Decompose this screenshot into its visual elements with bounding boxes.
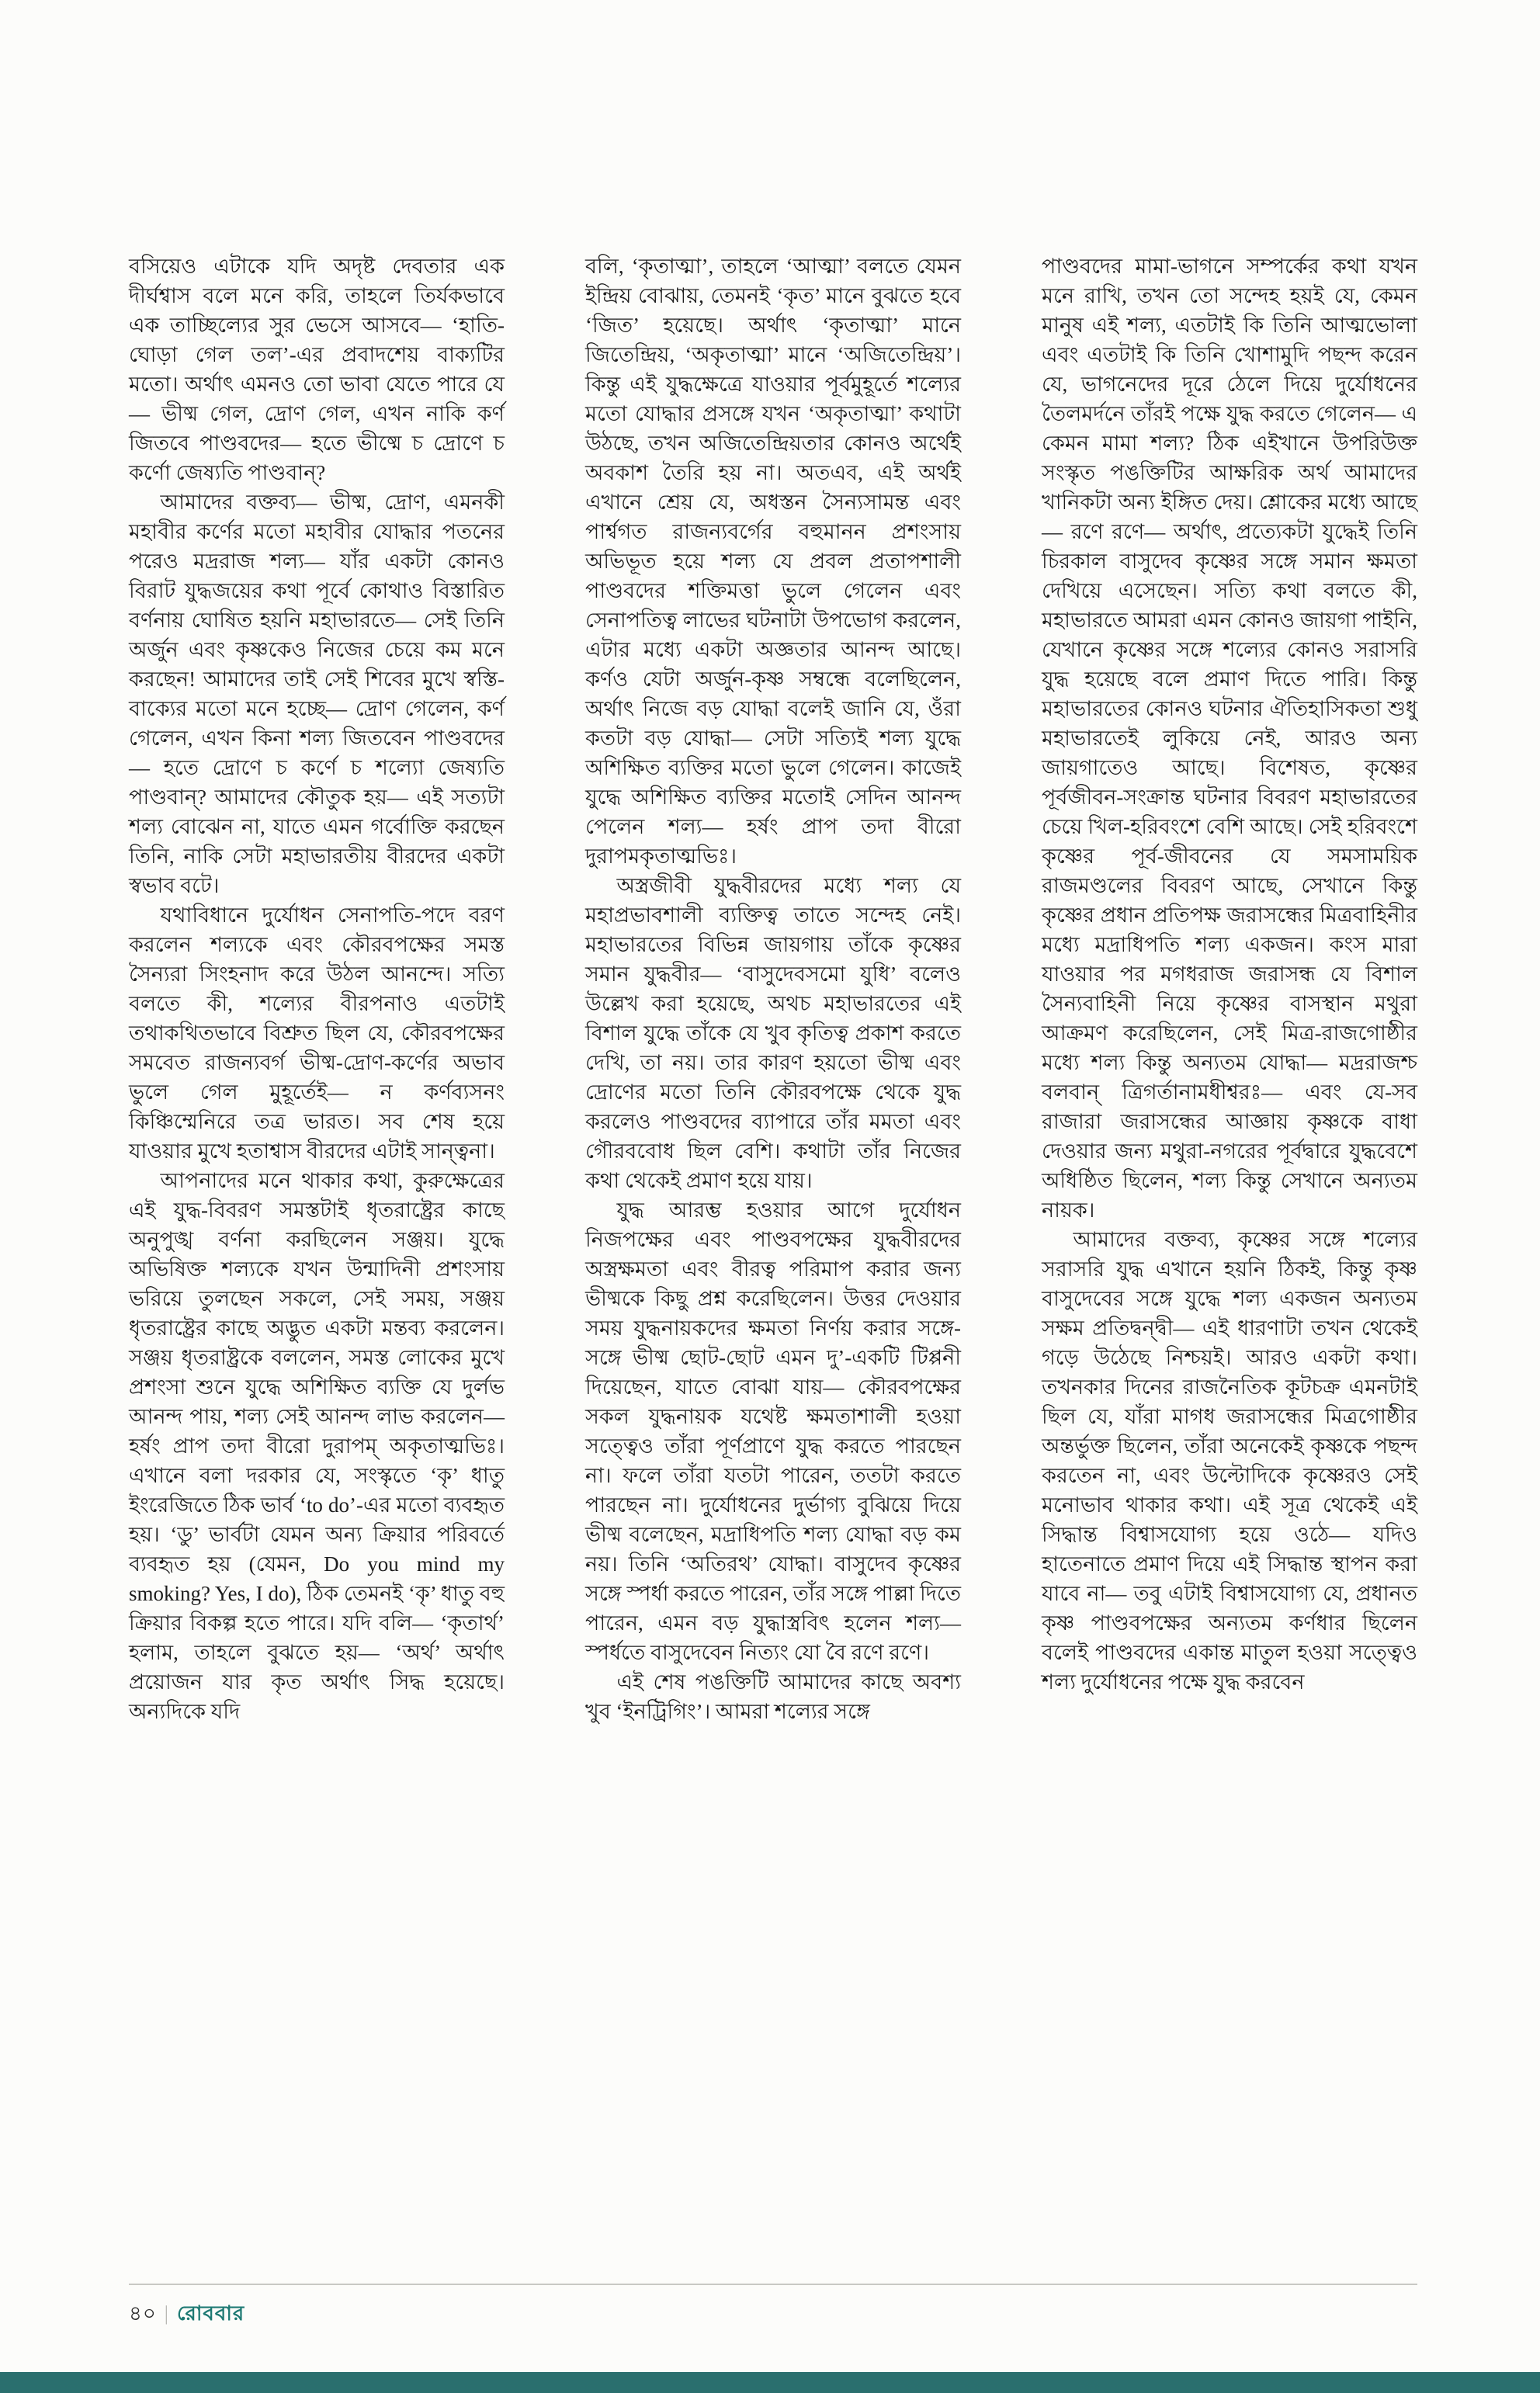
page-footer xyxy=(129,2284,1417,2332)
magazine-title: রোববার xyxy=(177,2302,245,2325)
page-number: ৪০ xyxy=(129,2302,157,2325)
bottom-accent-bar xyxy=(0,2372,1540,2393)
text-column-2 xyxy=(585,251,961,1726)
text-column-3 xyxy=(1042,251,1417,1726)
text-column-1 xyxy=(129,251,505,1726)
paragraph: যুদ্ধ আরম্ভ হওয়ার আগে দুর্যোধন নিজপক্ষের এবং পাণ্ডবপক্ষের যুদ্ধবীরদের অস্ত্রক্ষমতা এবং বীরত্ব পরিমাপ করার জন্য ভীষ্মকে কিছু প্রশ্ন করেছিলেন। উত্তর দেওয়ার সময় যুদ্ধনায়কদের ক্ষমতা নির্ণয় করার সঙ্গে-সঙ্গে ভীষ্ম ছোট-ছোট এমন দু’-একটি টিপ্পনী দিয়েছেন, যাতে বোঝা যায়— কৌরবপক্ষের সকল যুদ্ধনায়ক যথেষ্ট ক্ষমতাশালী হওয়া সত্ত্বেও তাঁরা পূর্ণপ্রাণে যুদ্ধ করতে পারছেন না। ফলে তাঁরা যতটা পারেন, ততটা করতে পারছেন না। দুর্যোধনের দুর্ভাগ্য বুঝিয়ে দিয়ে ভীষ্ম বলেছেন, মদ্রাধিপতি শল্য যোদ্ধা বড় কম নয়। তিনি ‘অতিরথ’ যোদ্ধা। বাসুদেব কৃষ্ণের সঙ্গে স্পর্ধা করতে পারেন, তাঁর সঙ্গে পাল্লা দিতে পারেন, এমন বড় যুদ্ধাস্ত্রবিৎ হলেন শল্য— স্পর্ধতে বাসুদেবেন নিত্যং যো বৈ রণে রণে। xyxy=(585,1198,961,1664)
paragraph: আমাদের বক্তব্য, কৃষ্ণের সঙ্গে শল্যের সরাসরি যুদ্ধ এখানে হয়নি ঠিকই, কিন্তু কৃষ্ণ বাসুদেবের সঙ্গে যুদ্ধে শল্য একজন অন্যতম সক্ষম প্রতিদ্বন্দ্বী— এই ধারণাটা তখন থেকেই গড়ে উঠেছে নিশ্চয়ই। আরও একটা কথা। তখনকার দিনের রাজনৈতিক কূটচক্র এমনটাই ছিল যে, যাঁরা মাগধ জরাসন্ধের মিত্রগোষ্ঠীর অন্তর্ভুক্ত ছিলেন, তাঁরা অনেকেই কৃষ্ণকে পছন্দ করতেন না, এবং উল্টোদিকে কৃষ্ণেরও সেই মনোভাব থাকার কথা। এই সূত্র থেকেই এই সিদ্ধান্ত বিশ্বাসযোগ্য হয়ে ওঠে— যদিও হাতেনাতে প্রমাণ দিয়ে এই সিদ্ধান্ত স্থাপন করা যাবে না— তবু এটাই বিশ্বাসযোগ্য যে, প্রধানত কৃষ্ণ পাণ্ডবপক্ষের অন্যতম কর্ণধার ছিলেন বলেই পাণ্ডবদের একান্ত মাতুল হওয়া সত্ত্বেও শল্য দুর্যোধনের পক্ষে যুদ্ধ করবেন xyxy=(1042,1228,1417,1694)
paragraph: বলি, ‘কৃতাত্মা’, তাহলে ‘আত্মা’ বলতে যেমন ইন্দ্রিয় বোঝায়, তেমনই ‘কৃত’ মানে বুঝতে হবে ‘জিত’ হয়েছে। অর্থাৎ ‘কৃতাত্মা’ মানে জিতেন্দ্রিয়, ‘অকৃতাত্মা’ মানে ‘অজিতেন্দ্রিয়’। কিন্তু এই যুদ্ধক্ষেত্রে যাওয়ার পূর্বমুহূর্তে শল্যের মতো যোদ্ধার প্রসঙ্গে যখন ‘অকৃতাত্মা’ কথাটা উঠছে, তখন অজিতেন্দ্রিয়তার কোনও অর্থেই অবকাশ তৈরি হয় না। অতএব, এই অর্থই এখানে শ্রেয় যে, অধস্তন সৈন্যসামন্ত এবং পার্শ্বগত রাজন্যবর্গের বহুমানন প্রশংসায় অভিভূত হয়ে শল্য যে প্রবল প্রতাপশালী পাণ্ডবদের শক্তিমত্তা ভুলে গেলেন এবং সেনাপতিত্ব লাভের ঘটনাটা উপভোগ করলেন, এটার মধ্যে একটা অজ্ঞতার আনন্দ আছে। কর্ণও যেটা অর্জুন-কৃষ্ণ সম্বন্ধে বলেছিলেন, অর্থাৎ নিজে বড় যোদ্ধা বলেই জানি যে, ওঁরা কতটা বড় যোদ্ধা— সেটা সত্যিই শল্য যুদ্ধে অশিক্ষিত ব্যক্তির মতো ভুলে গেলেন। কাজেই যুদ্ধে অশিক্ষিত ব্যক্তির মতোই সেদিন আনন্দ পেলেন শল্য— হর্ষং প্রাপ তদা বীরো দুরাপমকৃতাত্মভিঃ। xyxy=(585,255,961,868)
footer-text xyxy=(129,2298,1417,2332)
footer-rule xyxy=(129,2284,1417,2285)
paragraph: আপনাদের মনে থাকার কথা, কুরুক্ষেত্রের এই যুদ্ধ-বিবরণ সমস্তটাই ধৃতরাষ্ট্রের কাছে অনুপুঙ্খ বর্ণনা করছিলেন সঞ্জয়। যুদ্ধে অভিষিক্ত শল্যকে যখন উন্মাদিনী প্রশংসায় ভরিয়ে তুলছেন সকলে, সেই সময়, সঞ্জয় ধৃতরাষ্ট্রের কাছে অদ্ভুত একটা মন্তব্য করলেন। সঞ্জয় ধৃতরাষ্ট্রকে বললেন, সমস্ত লোকের মুখে প্রশংসা শুনে যুদ্ধে অশিক্ষিত ব্যক্তি যে দুর্লভ আনন্দ পায়, শল্য সেই আনন্দ লাভ করলেন— হর্ষং প্রাপ তদা বীরো দুরাপম্ অকৃতাত্মভিঃ। এখানে বলা দরকার যে, সংস্কৃতে ‘কৃ’ ধাতু ইংরেজিতে ঠিক ভার্ব ‘to do’-এর মতো ব্যবহৃত হয়। ‘ডু’ ভার্বটা যেমন অন্য ক্রিয়ার পরিবর্তে ব্যবহৃত হয় (যেমন, Do you mind my smoking? Yes, I do), ঠিক তেমনই ‘কৃ’ ধাতু বহু ক্রিয়ার বিকল্প হতে পারে। যদি বলি— ‘কৃতার্থ’ হলাম, তাহলে বুঝতে হয়— ‘অর্থ’ অর্থাৎ প্রয়োজন যার কৃত অর্থাৎ সিদ্ধ হয়েছে। অন্যদিকে যদি xyxy=(129,1169,505,1723)
footer-separator: | xyxy=(164,2302,169,2325)
paragraph: পাণ্ডবদের মামা-ভাগনে সম্পর্কের কথা যখন মনে রাখি, তখন তো সন্দেহ হয়ই যে, কেমন মানুষ এই শল্য, এতটাই কি তিনি আত্মভোলা এবং এতটাই কি তিনি খোশামুদি পছন্দ করেন যে, ভাগনেদের দূরে ঠেলে দিয়ে দুর্যোধনের তৈলমর্দনে তাঁরই পক্ষে যুদ্ধ করতে গেলেন— এ কেমন মামা শল্য? ঠিক এইখানে উপরিউক্ত সংস্কৃত পঙক্তিটির আক্ষরিক অর্থ আমাদের খানিকটা অন্য ইঙ্গিত দেয়। শ্লোকের মধ্যে আছে— রণে রণে— অর্থাৎ, প্রত্যেকটা যুদ্ধেই তিনি চিরকাল বাসুদেব কৃষ্ণের সঙ্গে সমান ক্ষমতা দেখিয়ে এসেছেন। সত্যি কথা বলতে কী, মহাভারতে আমরা এমন কোনও জায়গা পাইনি, যেখানে কৃষ্ণের সঙ্গে শল্যের কোনও সরাসরি যুদ্ধ হয়েছে বলে প্রমাণ দিতে পারি। কিন্তু মহাভারতের কোনও ঘটনার ঐতিহাসিকতা শুধু মহাভারতেই লুকিয়ে নেই, আরও অন্য জায়গাতেও আছে। বিশেষত, কৃষ্ণের পূর্বজীবন-সংক্রান্ত ঘটনার বিবরণ মহাভারতের চেয়ে খিল-হরিবংশে বেশি আছে। সেই হরিবংশে কৃষ্ণের পূর্ব-জীবনের যে সমসাময়িক রাজমণ্ডলের বিবরণ আছে, সেখানে কিন্তু কৃষ্ণের প্রধান প্রতিপক্ষ জরাসন্ধের মিত্রবাহিনীর মধ্যে মদ্রাধিপতি শল্য একজন। কংস মারা যাওয়ার পর মগধরাজ জরাসন্ধ যে বিশাল সৈন্যবাহিনী নিয়ে কৃষ্ণের বাসস্থান মথুরা আক্রমণ করেছিলেন, সেই মিত্র-রাজগোষ্ঠীর মধ্যে শল্য কিন্তু অন্যতম যোদ্ধা— মদ্ররাজশ্চ বলবান্ ত্রিগর্তানামধীশ্বরঃ— এবং যে-সব রাজারা জরাসন্ধের আজ্ঞায় কৃষ্ণকে বাধা দেওয়ার জন্য মথুরা-নগরের পূর্বদ্বারে যুদ্ধবেশে অধিষ্ঠিত ছিলেন, শল্য কিন্তু সেখানে অন্যতম নায়ক। xyxy=(1042,255,1417,1222)
paragraph: অস্ত্রজীবী যুদ্ধবীরদের মধ্যে শল্য যে মহাপ্রভাবশালী ব্যক্তিত্ব তাতে সন্দেহ নেই। মহাভারতের বিভিন্ন জায়গায় তাঁকে কৃষ্ণের সমান যুদ্ধবীর— ‘বাসুদেবসমো যুধি’ বলেও উল্লেখ করা হয়েছে, অথচ মহাভারতের এই বিশাল যুদ্ধে তাঁকে যে খুব কৃতিত্ব প্রকাশ করতে দেখি, তা নয়। তার কারণ হয়তো ভীষ্ম এবং দ্রোণের মতো তিনি কৌরবপক্ষে থেকে যুদ্ধ করলেও পাণ্ডবদের ব্যাপারে তাঁর মমতা এবং গৌরববোধ ছিল বেশি। কথাটা তাঁর নিজের কথা থেকেই প্রমাণ হয়ে যায়। xyxy=(585,874,961,1192)
paragraph: বসিয়েও এটাকে যদি অদৃষ্ট দেবতার এক দীর্ঘশ্বাস বলে মনে করি, তাহলে তির্যকভাবে এক তাচ্ছিল্যের সুর ভেসে আসবে— ‘হাতি-ঘোড়া গেল তল’-এর প্রবাদশেয় বাক্যটির মতো। অর্থাৎ এমনও তো ভাবা যেতে পারে যে— ভীষ্ম গেল, দ্রোণ গেল, এখন নাকি কর্ণ জিতবে পাণ্ডবদের— হতে ভীষ্মে চ দ্রোণে চ কর্ণো জেষ্যতি পাণ্ডবান্? xyxy=(129,255,505,484)
paragraph: আমাদের বক্তব্য— ভীষ্ম, দ্রোণ, এমনকী মহাবীর কর্ণের মতো মহাবীর যোদ্ধার পতনের পরেও মদ্ররাজ শল্য— যাঁর একটা কোনও বিরাট যুদ্ধজয়ের কথা পূর্বে কোথাও বিস্তারিত বর্ণনায় ঘোষিত হয়নি মহাভারতে— সেই তিনি অর্জুন এবং কৃষ্ণকেও নিজের চেয়ে কম মনে করছেন! আমাদের তাই সেই শিবের মুখে স্বস্তি-বাক্যের মতো মনে হচ্ছে— দ্রোণ গেলেন, কর্ণ গেলেন, এখন কিনা শল্য জিতবেন পাণ্ডবদের— হতে দ্রোণে চ কর্ণে চ শল্যো জেষ্যতি পাণ্ডবান্? আমাদের কৌতুক হয়— এই সত্যটা শল্য বোঝেন না, যাতে এমন গর্বোক্তি করছেন তিনি, নাকি সেটা মহাভারতীয় বীরদের একটা স্বভাব বটে। xyxy=(129,491,505,897)
paragraph: এই শেষ পঙক্তিটি আমাদের কাছে অবশ্য খুব ‘ইনট্রিগিং’। আমরা শল্যের সঙ্গে xyxy=(585,1670,961,1723)
paragraph: যথাবিধানে দুর্যোধন সেনাপতি-পদে বরণ করলেন শল্যকে এবং কৌরবপক্ষের সমস্ত সৈন্যরা সিংহনাদ করে উঠল আনন্দে। সত্যি বলতে কী, শল্যের বীরপনাও এতটাই তথাকথিতভাবে বিশ্রুত ছিল যে, কৌরবপক্ষের সমবেত রাজন্যবর্গ ভীষ্ম-দ্রোণ-কর্ণের অভাব ভুলে গেল মুহূর্তেই— ন কর্ণব্যসনং কিঞ্চিম্মেনিরে তত্র ভারত। সব শেষ হয়ে যাওয়ার মুখে হতাশ্বাস বীরদের এটাই সান্ত্বনা। xyxy=(129,903,505,1163)
article-columns xyxy=(129,251,1417,1726)
